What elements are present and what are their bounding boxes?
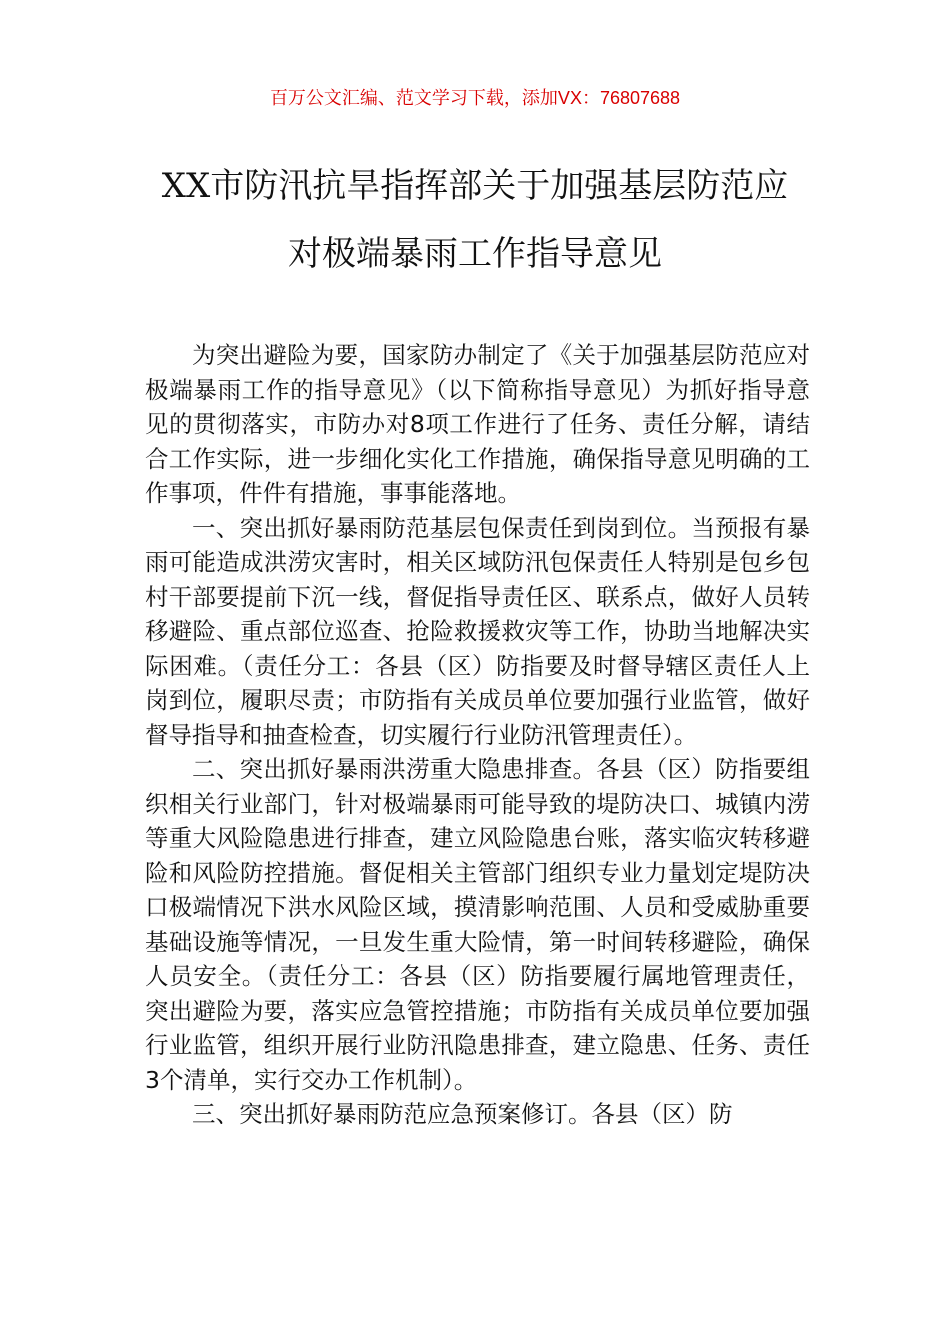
paragraph-intro: 为突出避险为要，国家防办制定了《关于加强基层防范应对极端暴雨工作的指导意见》（以下简称指导意见）为抓好指导意见的贯彻落实，市防办对8项工作进行了任务、责任分解，请结合工作实际，进一步细化实化工作措施，确保指导意见明确的工作事项，件件有措施，事事能落地。	[145, 341, 810, 507]
paragraph-item-1: 一、突出抓好暴雨防范基层包保责任到岗到位。当预报有暴雨可能造成洪涝灾害时，相关区域防汛包保责任人特别是包乡包村干部要提前下沉一线，督促指导责任区、联系点，做好人员转移避险、重点部位巡查、抢险救援救灾等工作，协助当地解决实际困难。（责任分工：各县（区）防指要及时督导辖区责任人上岗到位，履职尽责；市防指有关成员单位要加强行业监管，做好督导指导和抽查检查，切实履行行业防汛管理责任）。	[145, 513, 810, 749]
paragraph-item-2: 二、突出抓好暴雨洪涝重大隐患排查。各县（区）防指要组织相关行业部门，针对极端暴雨可能导致的堤防决口、城镇内涝等重大风险隐患进行排查，建立风险隐患台账，落实临灾转移避险和风险防控措施。督促相关主管部门组织专业力量划定堤防决口极端情况下洪水风险区域，摸清影响范围、人员和受威胁重要基础设施等情况，一旦发生重大险情，第一时间转移避险，确保人员安全。（责任分工：各县（区）防指要履行属地管理责任，突出避险为要，落实应急管控措施；市防指有关成员单位要加强行业监管，组织开展行业防汛隐患排查，建立隐患、任务、责任3个清单，实行交办工作机制）。	[145, 755, 810, 1094]
document-body	[145, 338, 810, 1132]
title-line-2: 对极端暴雨工作指导意见	[288, 234, 662, 274]
header-promo-note: 百万公文汇编、范文学习下载，添加VX：76807688	[269, 88, 681, 108]
document-title	[100, 152, 850, 288]
title-line-1: XX市防汛抗旱指挥部关于加强基层防范应	[161, 166, 789, 206]
paragraph-item-3: 三、突出抓好暴雨防范应急预案修订。各县（区）防	[192, 1100, 733, 1128]
